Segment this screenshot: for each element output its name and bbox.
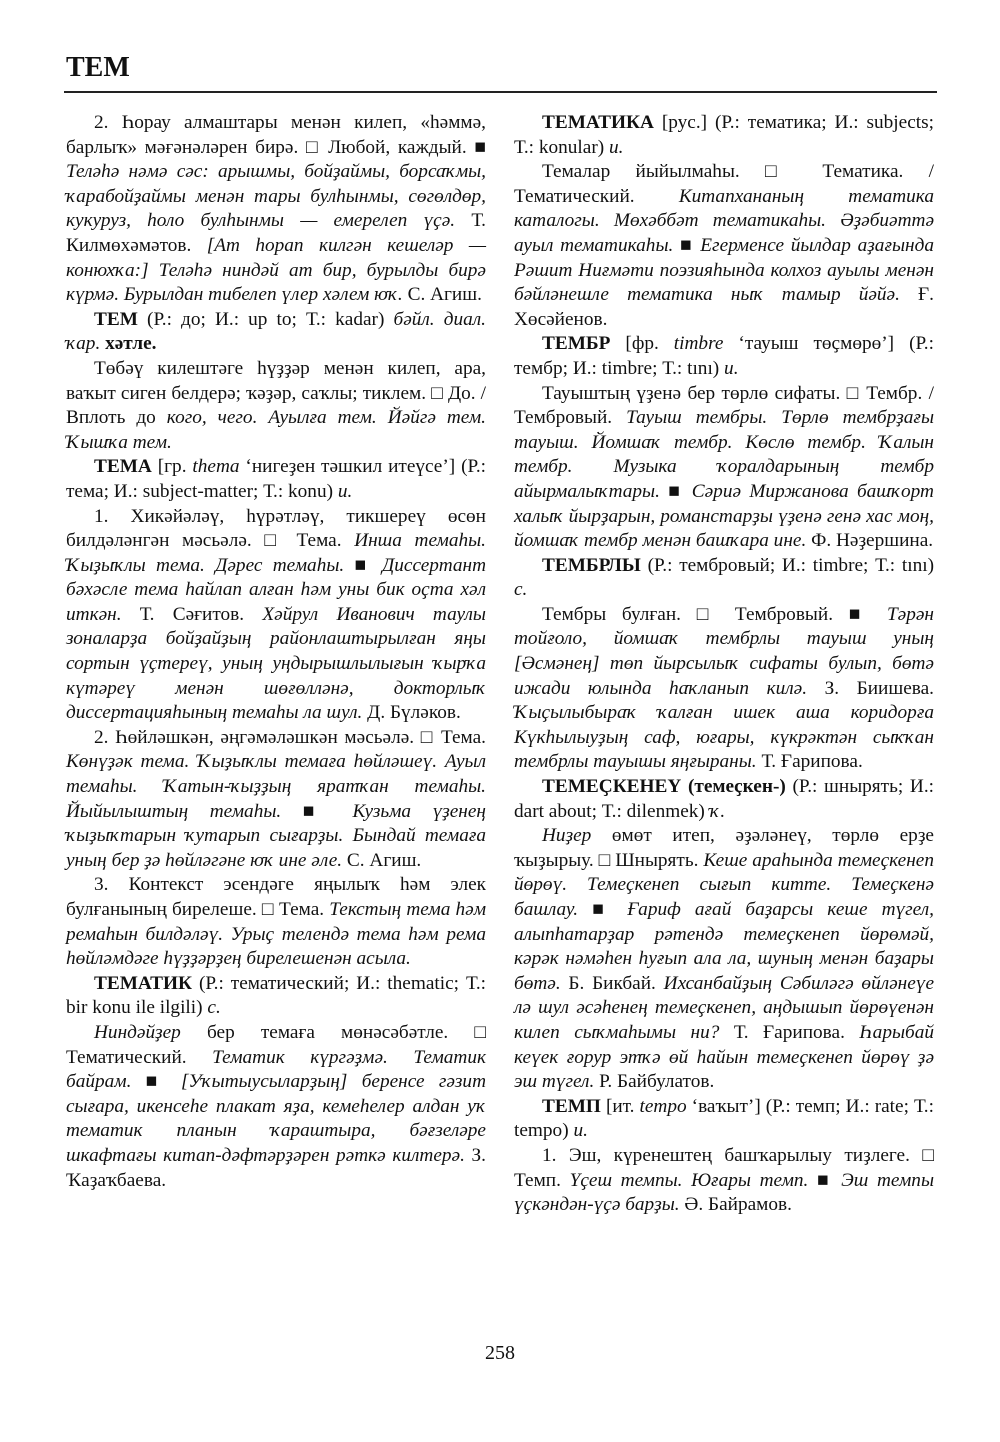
example-text: бәйл. диал. ҡар. [66, 308, 486, 355]
definition-text: ■ [344, 554, 382, 576]
definition-text: (Р.: тематический; И.: thematic; Т.: bir konu ile ilgili) [66, 972, 486, 1019]
left-column [66, 111, 486, 1193]
example-text: и. [724, 357, 739, 379]
example-text: Егерменсе йылдар аҙағында Рәшит Ниғмәти поэзияһында колхоз ауылы менән бәйләнешле тематика ныҡ тамыр йәйә. [514, 234, 934, 306]
definition-text: (Р.: шнырять; И.: dart about; Т.: dilenmek) [514, 776, 934, 822]
definition-text: 1. Эш, күренештең башҡарылыу тиҙлеге. □ Темп. [514, 1144, 934, 1191]
definition-text: Тембры булған. □ Тембровый. ■ [542, 603, 887, 625]
headword: ТЕМАТИК [94, 972, 192, 994]
headword: ТЕМ [94, 308, 138, 330]
definition-text: Д. Бүләков. [362, 702, 461, 724]
definition-text: [рус.] (Р.: тематика; И.: subjects; Т.: konular) [514, 112, 934, 158]
example-text: с. [514, 579, 528, 601]
definition-text: С. Агиш. [402, 284, 482, 306]
definition-text: өмөт итеп, әҙәләнеү, төрлө ерҙе ҡыҙырыу. □ Шнырять. [514, 825, 934, 871]
dictionary-paragraph [514, 160, 934, 332]
definition-text: ■ [659, 480, 692, 502]
headword: ТЕМЕҪКЕНЕҮ (темеҫкен-) [542, 776, 786, 798]
example-text: Хәйрул Иванович таулы зоналарҙа бойҙайҙың районлаштырылған яңы сортын үҫтереү, уның уңдырышлылығын ҡырҡа күтәреү менән шөғөлләнә, докторлыҡ диссертацияһының темаһы ла шул. [66, 603, 486, 724]
example-text: и. [573, 1120, 588, 1142]
definition-text: ‘ваҡыт’] (Р.: темп; И.: rate; Т.: tempo) [514, 1095, 934, 1142]
definition-text: Т. Сәғитов. [121, 603, 263, 625]
definition-text: [фр. [610, 333, 674, 355]
example-text: Теләһә нәмә сәс: арышмы, бойҙаймы, борсаҡмы, ҡарабойҙаймы менән тары булһынмы, сөгөлдөр, кукуруз, һоло булһынмы — емерелеп үҫә. [66, 161, 486, 232]
example-text: и. [337, 480, 353, 502]
example-text: thema [192, 456, 240, 478]
dictionary-paragraph [66, 873, 486, 971]
definition-text: [гр. [151, 456, 193, 478]
headword: ТЕМБР [542, 333, 611, 355]
dictionary-paragraph [514, 382, 934, 554]
example-text: Тәрән тойғоло, йомшаҡ тембрлы тауыш уның [Әсмәнең] төп йырсылыҡ сифаты булып, бөтә ижади юлында һаҡланып килә. [514, 603, 934, 699]
example-text: Тауыш тембры. Төрлө тембрҙағы тауыш. Йомшаҡ тембр. Көслө тембр. Ҡалын тембр. Музыка ҡоралдарының тембр айырмалыҡтары. [514, 407, 934, 502]
definition-text: 3. Контекст эсендәге яңылыҡ һәм элек булғанының бирелеше. □ Тема. [66, 874, 486, 920]
dictionary-paragraph [66, 1021, 486, 1193]
example-text: tempo [639, 1095, 687, 1117]
dictionary-paragraph [514, 824, 934, 1095]
definition-text: Темалар йыйылмаһы. □ Тематика. / Тематический. [514, 161, 934, 207]
right-column [514, 111, 934, 1218]
dictionary-paragraph [66, 455, 486, 504]
headword: ТЕМАТИКА [542, 112, 654, 133]
example-text: Көнүҙәк тема. Ҡыҙыҡлы темаға һөйләшеү. Ауыл темаһы. Ҡатын-ҡыҙҙың яратҡан темаһы. Йыйылыштың темаһы. [66, 751, 486, 822]
definition-text: З. Биишева. [807, 677, 934, 699]
example-text: Ниҙер [542, 825, 592, 847]
definition-text: С. Агиш. [342, 849, 422, 871]
dictionary-paragraph [66, 726, 486, 874]
example-text: Тематик күргәҙмә. Тематик байрам. [66, 1046, 486, 1093]
headword: хәтле. [100, 333, 157, 355]
dictionary-paragraph [66, 308, 486, 357]
example-text: Диссертант бәхәсле тема һайлап алған һәм уны бик оҫта хәл иткән. [66, 554, 486, 625]
dictionary-paragraph [66, 505, 486, 726]
example-text: Үҫеш темпы. Юғары темп. [569, 1169, 809, 1191]
definition-text: З. Ҡаҙаҡбаева. [66, 1144, 486, 1191]
definition-text: Р. Байбулатов. [594, 1071, 715, 1093]
definition-text: бер темаға мөнәсәбәтле. □ Тематический. [66, 1021, 486, 1068]
definition-text: Ғ. Хөсәйенов. [514, 284, 934, 330]
example-text: Һарыбай кеүек ғорур этҡә өй һайын темеҫкенеп йөрөү ҙә эш түгел. [514, 1021, 934, 1093]
example-text: Ниндәйҙер [94, 1021, 181, 1043]
example-text: ҡ [709, 800, 720, 822]
definition-text: . [719, 800, 725, 822]
example-text: с. [207, 997, 221, 1019]
definition-text: Тауыштың үҙенә бер төрлө сифаты. □ Тембр. / Тембровый. [514, 382, 934, 429]
definition-text: Т. Ғарипова. [756, 751, 863, 773]
dictionary-paragraph [66, 972, 486, 1021]
definition-text: Б. Бикбай. [560, 972, 664, 994]
headword: ТЕМП [542, 1095, 601, 1117]
dictionary-paragraph [514, 332, 934, 381]
example-text: Кеше араһында темеҫкенеп йөрөү. Темеҫкенеп сығып китте. Темеҫкенә башлау. [514, 849, 934, 920]
definition-text: ‘нигеҙен тәшкил итеүсе’] (Р.: тема; И.: subject-matter; Т.: konu) [66, 456, 486, 502]
headword: ТЕМБРЛЫ [542, 554, 641, 576]
definition-text: Т. Килмөхәмәтов. [66, 210, 486, 256]
definition-text: (Р.: тембровый; И.: timbre; Т.: tını) [640, 554, 934, 576]
definition-text: ■ [281, 800, 353, 822]
dictionary-paragraph [514, 554, 934, 603]
example-text: Сәриә Миржанова башҡорт халыҡ йырҙарын, романстарҙы үҙенә генә хас моң, йомшаҡ тембр менән башҡара ине. [514, 480, 934, 552]
example-text: Кузьма үҙенең ҡыҙыҡтарын ҡутарып сығарҙы. Бындай темаға уның бер ҙә һөйләгәне юҡ ине әле. [66, 800, 486, 871]
page-number: 258 [485, 1342, 515, 1364]
dictionary-paragraph [514, 1095, 934, 1144]
example-text: Ҡыҫылыбыраҡ ҡалған ишек аша коридорға Күкһылыуҙың саф, юғары, күкрәктән сыҡҡан тембрлы тауышы яңғыраны. [514, 702, 934, 773]
definition-text: (Р.: до; И.: up to; Т.: kadar) [137, 308, 394, 330]
definition-text: 2. Һөйләшкән, әңгәмәләшкән мәсьәлә. □ Тема. [94, 726, 486, 748]
dictionary-paragraph [66, 111, 486, 308]
definition-text: Ә. Байрамов. [679, 1194, 792, 1216]
definition-text: Ф. Нәҙершина. [806, 530, 934, 552]
example-text: Текстың тема һәм ремаһын билдәләү. Урыҫ телендә тема һәм рема һөйләмдәге һүҙҙәрҙең бирелешенән асыла. [66, 899, 486, 970]
example-text: timbre [673, 333, 724, 355]
dictionary-paragraph [66, 357, 486, 455]
header-rule [64, 91, 937, 93]
definition-text: ■ [673, 234, 701, 256]
dictionary-paragraph [514, 775, 934, 824]
example-text: [Ат һорап килгән кешеләр — конюхҡа:] Теләһә ниндәй ат бир, бурылды бирә күрмә. Бурылдан тибелеп үлер хәлем юҡ. [66, 234, 486, 306]
example-text: кого, чего. Ауылға тем. Йәйгә тем. Ҡышҡа тем. [66, 407, 487, 453]
dictionary-paragraph [514, 1144, 934, 1218]
dictionary-paragraph [514, 111, 934, 160]
definition-text: ■ [808, 1169, 842, 1191]
example-text: [Уҡытыусыларҙың] беренсе гәзит сығара, икенсеһе плакат яҙа, кемеһелер алдан уҡ тематик планын ҡараштыра, бәғзеләре шкафтағы китап-дәфтәрҙәрен рәткә килтерә. [66, 1071, 486, 1166]
running-head: ТЕМ [66, 52, 130, 83]
example-text: Китапхананың тематика каталогы. Мөхәббәт тематикаһы. Әҙәбиәттә ауыл тематикаһы. [514, 185, 934, 256]
definition-text: Төбәү килештәге һүҙҙәр менән килеп, ара, ваҡыт сиген белдерә; ҡәҙәр, саҡлы; тиклем. □ До. / Вплоть до [66, 357, 486, 429]
example-text: Эш темпы үҫкәндән-үҫә барҙы. [514, 1169, 935, 1216]
example-text: Ихсанбайҙың Сәбиләгә өйләнеүе лә шул әсәһенең темеҫкенеп, аңдышып йөрөүенән килеп сыҡмаһымы ни? [514, 972, 934, 1043]
example-text: Ғариф ағай баҙарсы кеше түгел, алыпһатарҙар рәтендә темеҫкенеп йөрөмәй, кәрәк нәмәһен һуғып ала ла, шуның менән баҙары бөтә. [514, 899, 934, 994]
definition-text: ‘тауыш төҫмөрө’] (Р.: тембр; И.: timbre; Т.: tını) [514, 333, 934, 379]
example-text: и. [608, 136, 624, 158]
definition-text: Т. Ғарипова. [719, 1021, 860, 1043]
definition-text: ■ [578, 899, 628, 920]
definition-text: 1. Хикәйәләү, һүрәтләү, тикшереү өсөн билдәләнгән мәсьәлә. □ Тема. [66, 505, 486, 552]
definition-text: [ит. [600, 1095, 640, 1117]
definition-text: 2. Һорау алмаштары менән килеп, «һәммә, барлыҡ» мәғәнәләрен бирә. □ Любой, каждый. ■ [66, 112, 486, 158]
dictionary-paragraph [514, 603, 934, 775]
example-text: Инша темаһы. Ҡыҙыҡлы тема. Дәрес темаһы. [66, 530, 486, 576]
headword: ТЕМА [94, 456, 152, 478]
definition-text: ■ [131, 1071, 181, 1093]
